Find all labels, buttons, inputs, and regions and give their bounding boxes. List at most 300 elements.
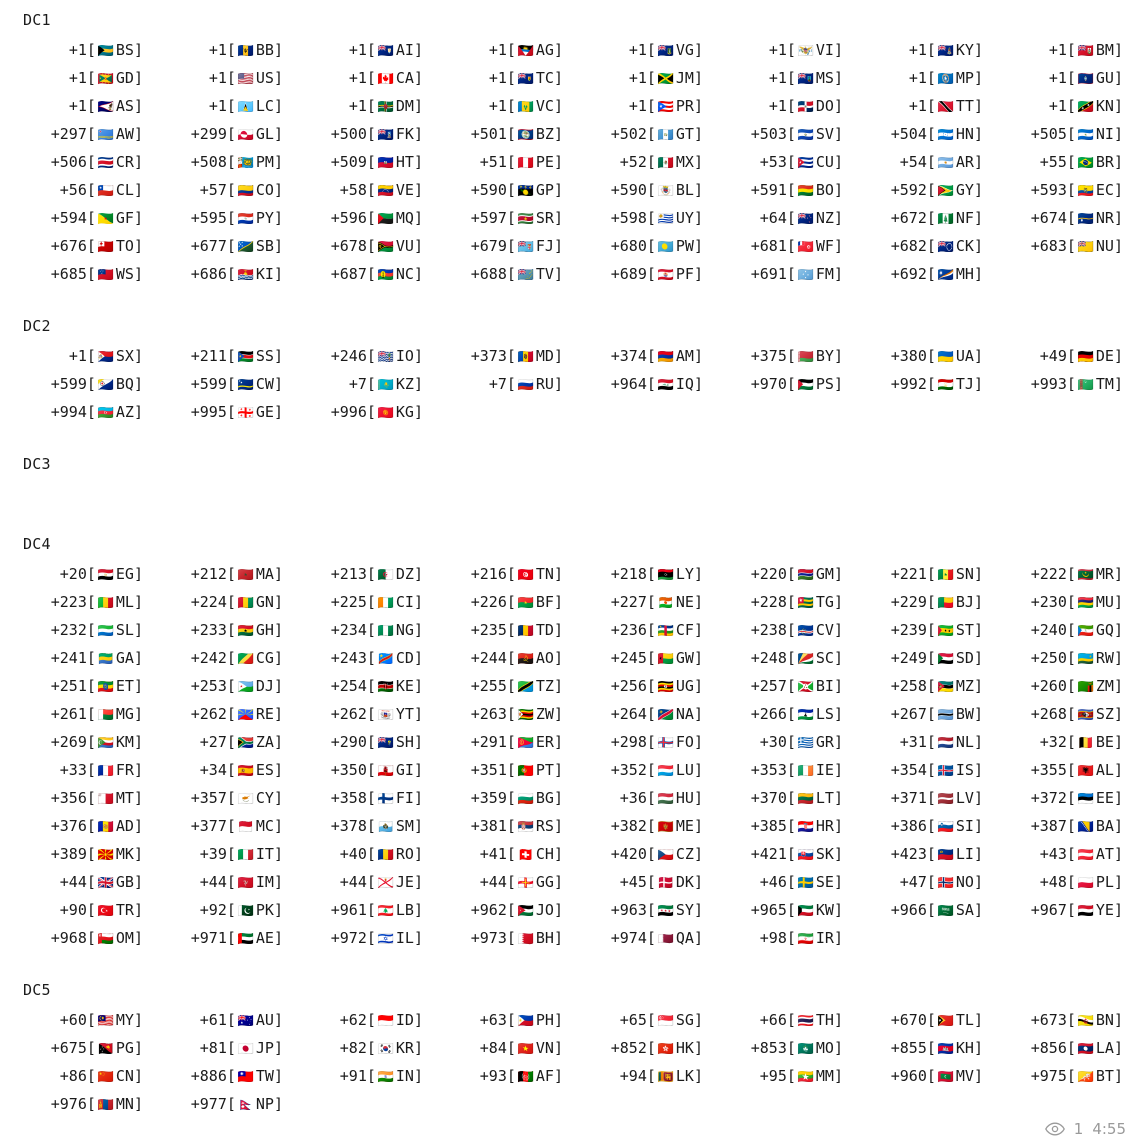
bracket-close: ] xyxy=(693,125,703,143)
country-entry[interactable] xyxy=(154,204,294,232)
country-entry[interactable] xyxy=(714,756,854,784)
dial-code: +1 xyxy=(768,69,787,87)
country-iso-code: KW xyxy=(815,901,834,919)
country-entry[interactable] xyxy=(154,700,294,728)
country-entry[interactable] xyxy=(994,232,1134,260)
bracket-open: [ xyxy=(86,97,96,115)
country-entry[interactable] xyxy=(14,672,154,700)
country-entry[interactable] xyxy=(14,700,154,728)
country-entry[interactable] xyxy=(854,840,994,868)
country-entry[interactable] xyxy=(294,1062,434,1090)
country-entry[interactable] xyxy=(574,924,714,952)
bracket-open: [ xyxy=(786,593,796,611)
dial-code: +1 xyxy=(488,69,507,87)
country-entry[interactable] xyxy=(434,1034,574,1062)
country-entry[interactable] xyxy=(154,756,294,784)
country-entry[interactable] xyxy=(714,812,854,840)
country-entry[interactable] xyxy=(714,36,854,64)
country-entry[interactable] xyxy=(574,728,714,756)
bracket-open: [ xyxy=(506,705,516,723)
country-entry[interactable] xyxy=(154,342,294,370)
country-entry[interactable] xyxy=(14,1090,154,1118)
country-flag-icon: 🇸🇪 xyxy=(797,876,814,891)
country-entry[interactable] xyxy=(994,616,1134,644)
country-iso-code: DO xyxy=(815,97,834,115)
country-entry[interactable] xyxy=(294,840,434,868)
country-entry[interactable] xyxy=(994,756,1134,784)
bracket-open: [ xyxy=(366,153,376,171)
bracket-close: ] xyxy=(273,69,283,87)
bracket-close: ] xyxy=(133,817,143,835)
country-entry[interactable] xyxy=(714,700,854,728)
country-entry[interactable] xyxy=(14,120,154,148)
country-entry[interactable] xyxy=(714,1006,854,1034)
country-entry[interactable] xyxy=(434,616,574,644)
country-entry[interactable] xyxy=(434,120,574,148)
country-entry[interactable] xyxy=(294,896,434,924)
country-entry[interactable] xyxy=(714,728,854,756)
country-entry[interactable] xyxy=(294,342,434,370)
country-entry[interactable] xyxy=(14,1062,154,1090)
country-entry[interactable] xyxy=(14,728,154,756)
country-entry[interactable] xyxy=(994,840,1134,868)
country-entry[interactable] xyxy=(434,644,574,672)
dial-code: +1 xyxy=(628,41,647,59)
country-entry[interactable] xyxy=(294,728,434,756)
country-entry[interactable] xyxy=(294,1034,434,1062)
country-iso-code: FJ xyxy=(535,237,554,255)
dial-code: +93 xyxy=(479,1067,507,1085)
country-entry[interactable] xyxy=(154,64,294,92)
country-entry[interactable] xyxy=(14,644,154,672)
bracket-open: [ xyxy=(786,565,796,583)
country-entry[interactable] xyxy=(574,560,714,588)
country-entry[interactable] xyxy=(714,232,854,260)
country-flag-icon: 🇧🇬 xyxy=(517,792,534,807)
country-entry[interactable] xyxy=(154,840,294,868)
bracket-close: ] xyxy=(973,1067,983,1085)
country-entry[interactable] xyxy=(154,232,294,260)
country-entry[interactable] xyxy=(154,148,294,176)
dial-code: +82 xyxy=(339,1039,367,1057)
country-entry[interactable] xyxy=(714,784,854,812)
bracket-open: [ xyxy=(366,845,376,863)
country-entry[interactable] xyxy=(154,92,294,120)
country-entry[interactable] xyxy=(14,924,154,952)
country-iso-code: VC xyxy=(535,97,554,115)
country-flag-icon: 🇧🇦 xyxy=(1077,820,1094,835)
country-entry[interactable] xyxy=(14,560,154,588)
country-entry[interactable] xyxy=(574,1034,714,1062)
country-entry[interactable] xyxy=(154,370,294,398)
country-entry[interactable] xyxy=(574,370,714,398)
country-entry[interactable] xyxy=(154,1090,294,1118)
country-entry[interactable] xyxy=(294,868,434,896)
country-entry[interactable] xyxy=(434,560,574,588)
country-entry[interactable] xyxy=(294,370,434,398)
country-iso-code: NZ xyxy=(815,209,834,227)
dial-code: +503 xyxy=(750,125,787,143)
country-entry[interactable] xyxy=(714,840,854,868)
country-entry[interactable] xyxy=(574,1062,714,1090)
country-entry[interactable] xyxy=(854,64,994,92)
country-iso-code: HU xyxy=(675,789,694,807)
country-entry[interactable] xyxy=(574,176,714,204)
bracket-open: [ xyxy=(226,565,236,583)
country-entry[interactable] xyxy=(14,868,154,896)
country-entry[interactable] xyxy=(854,644,994,672)
country-iso-code: NU xyxy=(1095,237,1114,255)
country-entry[interactable] xyxy=(14,370,154,398)
country-entry[interactable] xyxy=(994,644,1134,672)
country-flag-icon: 🇧🇪 xyxy=(1077,736,1094,751)
country-entry[interactable] xyxy=(714,588,854,616)
country-entry[interactable] xyxy=(154,1062,294,1090)
country-entry[interactable] xyxy=(854,896,994,924)
country-entry[interactable] xyxy=(854,700,994,728)
country-entry[interactable] xyxy=(994,588,1134,616)
country-entry[interactable] xyxy=(154,176,294,204)
country-entry[interactable] xyxy=(854,616,994,644)
country-flag-icon: 🇰🇬 xyxy=(377,406,394,421)
country-entry[interactable] xyxy=(994,560,1134,588)
country-entry[interactable] xyxy=(294,700,434,728)
country-entry[interactable] xyxy=(14,176,154,204)
country-flag-icon: 🇹🇬 xyxy=(797,596,814,611)
bracket-open: [ xyxy=(786,1067,796,1085)
country-entry[interactable] xyxy=(434,868,574,896)
country-entry[interactable] xyxy=(154,560,294,588)
country-entry[interactable] xyxy=(14,204,154,232)
country-entry[interactable] xyxy=(854,342,994,370)
country-flag-icon: 🇨🇬 xyxy=(237,652,254,667)
country-entry[interactable] xyxy=(994,784,1134,812)
country-entry[interactable] xyxy=(714,924,854,952)
country-entry[interactable] xyxy=(994,700,1134,728)
country-entry[interactable] xyxy=(574,672,714,700)
country-entry[interactable] xyxy=(714,560,854,588)
country-entry[interactable] xyxy=(294,560,434,588)
dial-code: +225 xyxy=(330,593,367,611)
country-entry[interactable] xyxy=(434,588,574,616)
country-entry[interactable] xyxy=(434,36,574,64)
country-entry[interactable] xyxy=(574,148,714,176)
bracket-open: [ xyxy=(366,565,376,583)
country-iso-code: TH xyxy=(815,1011,834,1029)
country-entry[interactable] xyxy=(574,204,714,232)
country-entry[interactable] xyxy=(294,616,434,644)
country-flag-icon: 🇭🇳 xyxy=(937,128,954,143)
country-entry[interactable] xyxy=(994,148,1134,176)
country-entry[interactable] xyxy=(574,700,714,728)
country-entry[interactable] xyxy=(294,120,434,148)
country-entry[interactable] xyxy=(574,1006,714,1034)
country-entry[interactable] xyxy=(714,260,854,288)
country-entry[interactable] xyxy=(434,148,574,176)
country-entry[interactable] xyxy=(994,120,1134,148)
country-entry[interactable] xyxy=(14,812,154,840)
country-entry[interactable] xyxy=(434,784,574,812)
bracket-open: [ xyxy=(646,817,656,835)
country-entry[interactable] xyxy=(154,36,294,64)
country-entry[interactable] xyxy=(154,260,294,288)
country-entry[interactable] xyxy=(434,700,574,728)
country-flag-icon: 🇳🇫 xyxy=(937,212,954,227)
country-iso-code: BO xyxy=(815,181,834,199)
bracket-close: ] xyxy=(133,209,143,227)
country-entry[interactable] xyxy=(434,204,574,232)
country-entry[interactable] xyxy=(994,728,1134,756)
country-entry[interactable] xyxy=(574,64,714,92)
country-entry[interactable] xyxy=(714,644,854,672)
country-entry[interactable] xyxy=(434,756,574,784)
country-entry[interactable] xyxy=(154,896,294,924)
country-entry[interactable] xyxy=(854,1006,994,1034)
country-entry[interactable] xyxy=(14,1034,154,1062)
bracket-close: ] xyxy=(273,873,283,891)
country-entry[interactable] xyxy=(574,812,714,840)
country-entry[interactable] xyxy=(854,784,994,812)
country-entry[interactable] xyxy=(994,176,1134,204)
country-entry[interactable] xyxy=(854,588,994,616)
country-entry[interactable] xyxy=(574,36,714,64)
country-entry[interactable] xyxy=(294,756,434,784)
country-entry[interactable] xyxy=(854,1062,994,1090)
country-entry[interactable] xyxy=(714,370,854,398)
bracket-open: [ xyxy=(366,265,376,283)
country-entry[interactable] xyxy=(434,370,574,398)
country-entry[interactable] xyxy=(14,398,154,426)
country-entry[interactable] xyxy=(994,36,1134,64)
country-iso-code: BR xyxy=(1095,153,1114,171)
country-entry[interactable] xyxy=(854,812,994,840)
bracket-open: [ xyxy=(86,153,96,171)
country-iso-code: ID xyxy=(395,1011,414,1029)
country-entry[interactable] xyxy=(854,370,994,398)
bracket-open: [ xyxy=(646,789,656,807)
country-entry[interactable] xyxy=(714,616,854,644)
country-entry[interactable] xyxy=(154,588,294,616)
country-iso-code: SH xyxy=(395,733,414,751)
country-entry[interactable] xyxy=(714,64,854,92)
country-entry[interactable] xyxy=(994,812,1134,840)
bracket-open: [ xyxy=(646,347,656,365)
country-entry[interactable] xyxy=(294,924,434,952)
country-entry[interactable] xyxy=(574,756,714,784)
country-entry[interactable] xyxy=(14,36,154,64)
country-entry[interactable] xyxy=(154,644,294,672)
country-entry[interactable] xyxy=(574,588,714,616)
country-entry[interactable] xyxy=(574,120,714,148)
country-entry[interactable] xyxy=(294,36,434,64)
bracket-close: ] xyxy=(413,649,423,667)
country-entry[interactable] xyxy=(574,896,714,924)
country-entry[interactable] xyxy=(434,64,574,92)
country-entry[interactable] xyxy=(434,176,574,204)
country-entry[interactable] xyxy=(294,644,434,672)
country-entry[interactable] xyxy=(574,260,714,288)
country-entry[interactable] xyxy=(434,924,574,952)
country-entry[interactable] xyxy=(994,64,1134,92)
country-entry[interactable] xyxy=(434,896,574,924)
country-entry[interactable] xyxy=(294,232,434,260)
country-entry[interactable] xyxy=(294,148,434,176)
country-entry[interactable] xyxy=(994,896,1134,924)
country-entry[interactable] xyxy=(14,64,154,92)
country-entry[interactable] xyxy=(154,398,294,426)
country-entry[interactable] xyxy=(854,756,994,784)
bracket-open: [ xyxy=(646,97,656,115)
country-entry[interactable] xyxy=(294,398,434,426)
country-entry[interactable] xyxy=(294,1006,434,1034)
country-entry[interactable] xyxy=(434,92,574,120)
country-iso-code: AD xyxy=(115,817,134,835)
country-entry[interactable] xyxy=(714,672,854,700)
country-entry[interactable] xyxy=(154,1006,294,1034)
country-entry[interactable] xyxy=(854,1034,994,1062)
country-iso-code: PL xyxy=(1095,873,1114,891)
country-entry[interactable] xyxy=(994,92,1134,120)
country-entry[interactable] xyxy=(854,204,994,232)
country-entry[interactable] xyxy=(994,1034,1134,1062)
country-entry[interactable] xyxy=(294,260,434,288)
country-entry[interactable] xyxy=(994,342,1134,370)
country-entry[interactable] xyxy=(154,728,294,756)
country-entry[interactable] xyxy=(574,868,714,896)
country-entry[interactable] xyxy=(14,232,154,260)
country-entry[interactable] xyxy=(154,1034,294,1062)
country-entry[interactable] xyxy=(714,1062,854,1090)
country-entry[interactable] xyxy=(154,812,294,840)
country-flag-icon: 🇭🇹 xyxy=(377,156,394,171)
country-iso-code: TW xyxy=(255,1067,274,1085)
country-entry[interactable] xyxy=(994,204,1134,232)
country-entry[interactable] xyxy=(294,204,434,232)
country-entry[interactable] xyxy=(14,616,154,644)
country-entry[interactable] xyxy=(714,92,854,120)
country-entry[interactable] xyxy=(714,148,854,176)
dial-code: +7 xyxy=(488,375,507,393)
country-entry[interactable] xyxy=(14,896,154,924)
country-entry[interactable] xyxy=(294,672,434,700)
country-entry[interactable] xyxy=(434,342,574,370)
country-entry[interactable] xyxy=(154,868,294,896)
country-entry[interactable] xyxy=(434,1006,574,1034)
country-entry[interactable] xyxy=(14,260,154,288)
country-entry[interactable] xyxy=(154,924,294,952)
bracket-close: ] xyxy=(833,845,843,863)
country-entry[interactable] xyxy=(714,120,854,148)
bracket-close: ] xyxy=(553,1039,563,1057)
dial-code: +504 xyxy=(890,125,927,143)
country-entry[interactable] xyxy=(854,92,994,120)
dial-code: +972 xyxy=(330,929,367,947)
country-entry[interactable] xyxy=(14,840,154,868)
country-entry[interactable] xyxy=(854,36,994,64)
country-flag-icon: 🇸🇧 xyxy=(237,240,254,255)
country-entry[interactable] xyxy=(154,784,294,812)
country-entry[interactable] xyxy=(854,176,994,204)
country-entry[interactable] xyxy=(714,1034,854,1062)
country-entry[interactable] xyxy=(434,1062,574,1090)
country-entry[interactable] xyxy=(714,204,854,232)
country-entry[interactable] xyxy=(574,92,714,120)
bracket-close: ] xyxy=(273,237,283,255)
group-separator xyxy=(14,426,1130,450)
country-entry[interactable] xyxy=(854,120,994,148)
country-entry[interactable] xyxy=(994,672,1134,700)
country-entry[interactable] xyxy=(14,756,154,784)
bracket-open: [ xyxy=(1066,817,1076,835)
bracket-open: [ xyxy=(786,1011,796,1029)
country-entry[interactable] xyxy=(714,896,854,924)
country-entry[interactable] xyxy=(714,176,854,204)
country-entry[interactable] xyxy=(14,342,154,370)
country-entry[interactable] xyxy=(14,92,154,120)
country-entry[interactable] xyxy=(434,260,574,288)
country-entry[interactable] xyxy=(154,672,294,700)
country-entry[interactable] xyxy=(994,370,1134,398)
country-entry[interactable] xyxy=(14,588,154,616)
country-entry[interactable] xyxy=(294,176,434,204)
country-entry[interactable] xyxy=(994,1006,1134,1034)
country-entry[interactable] xyxy=(574,616,714,644)
country-entry[interactable] xyxy=(294,64,434,92)
country-entry[interactable] xyxy=(434,840,574,868)
country-entry[interactable] xyxy=(994,1062,1134,1090)
country-entry[interactable] xyxy=(434,672,574,700)
country-iso-code: CH xyxy=(535,845,554,863)
bracket-open: [ xyxy=(926,1039,936,1057)
country-entry[interactable] xyxy=(574,232,714,260)
country-entry[interactable] xyxy=(574,342,714,370)
country-entry[interactable] xyxy=(14,784,154,812)
country-entry[interactable] xyxy=(154,616,294,644)
country-entry[interactable] xyxy=(714,868,854,896)
country-entry[interactable] xyxy=(854,672,994,700)
country-iso-code: LY xyxy=(675,565,694,583)
country-entry[interactable] xyxy=(574,644,714,672)
country-entry[interactable] xyxy=(854,148,994,176)
country-iso-code: TC xyxy=(535,69,554,87)
country-entry[interactable] xyxy=(854,560,994,588)
country-entry[interactable] xyxy=(294,812,434,840)
country-entry[interactable] xyxy=(854,868,994,896)
country-entry[interactable] xyxy=(154,120,294,148)
country-entry[interactable] xyxy=(574,784,714,812)
country-entry[interactable] xyxy=(294,588,434,616)
dial-code: +962 xyxy=(470,901,507,919)
country-entry[interactable] xyxy=(14,148,154,176)
country-entry[interactable] xyxy=(14,1006,154,1034)
country-entry[interactable] xyxy=(434,728,574,756)
country-entry[interactable] xyxy=(854,260,994,288)
country-flag-icon: 🇻🇬 xyxy=(657,44,674,59)
country-flag-icon: 🇲🇹 xyxy=(97,792,114,807)
country-iso-code: MA xyxy=(255,565,274,583)
country-entry[interactable] xyxy=(434,232,574,260)
country-iso-code: BI xyxy=(815,677,834,695)
country-entry[interactable] xyxy=(294,92,434,120)
bracket-open: [ xyxy=(366,817,376,835)
country-entry[interactable] xyxy=(994,868,1134,896)
country-entry[interactable] xyxy=(854,232,994,260)
country-entry[interactable] xyxy=(854,728,994,756)
country-entry[interactable] xyxy=(574,840,714,868)
country-entry[interactable] xyxy=(714,342,854,370)
country-entry[interactable] xyxy=(434,812,574,840)
country-entry[interactable] xyxy=(294,784,434,812)
